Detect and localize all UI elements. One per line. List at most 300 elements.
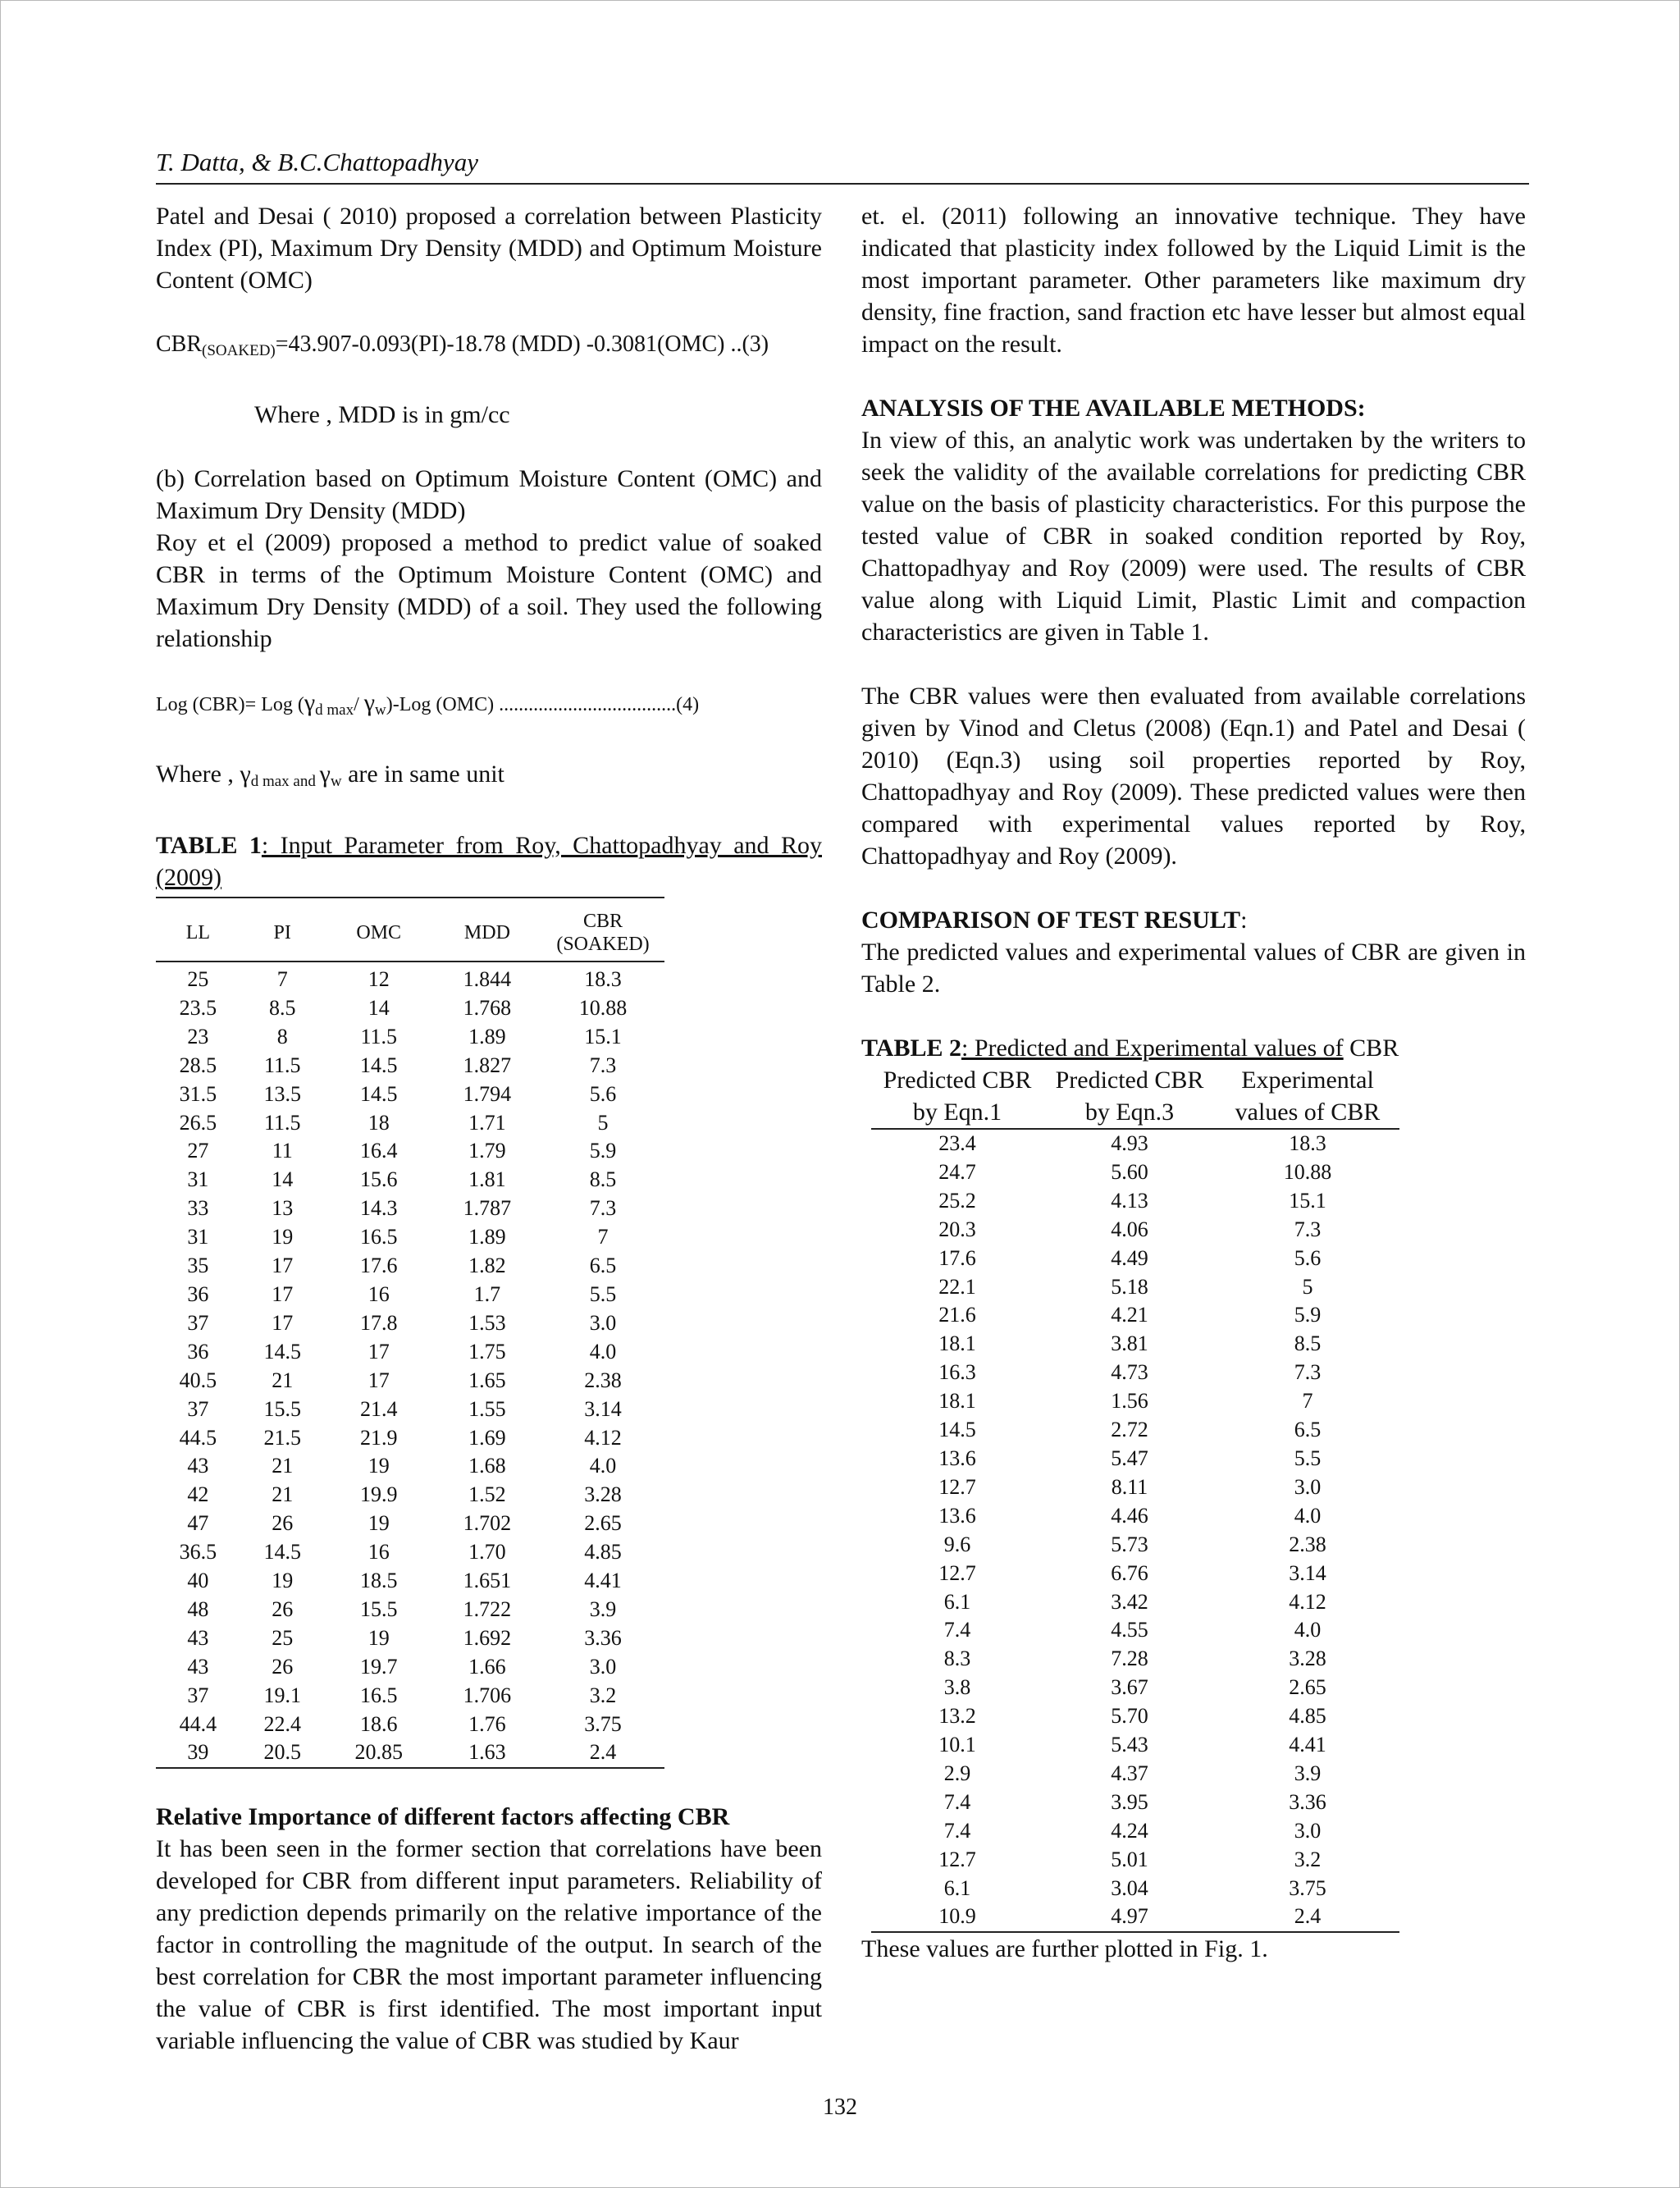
- table1-row: [156, 1194, 664, 1223]
- table1-row: [156, 1109, 664, 1138]
- right-column: [861, 200, 1526, 1965]
- relative-importance-paragraph: It has been seen in the former section that correlations have been developed for CBR from different input parameters. Reliability of any prediction depends primarily on the relative importance of the factor in controlling the magnitude of the output. In search of the best correlation for CBR the most important parameter influencing the value of CBR is first identified. The most important input variable influencing the value of CBR was studied by Kaur: [156, 1835, 822, 2055]
- table-cell: 3.0: [1294, 1818, 1322, 1843]
- table-cell: 14.5: [263, 1339, 301, 1364]
- table2-label: TABLE 2: [861, 1035, 961, 1062]
- table-cell: 3.9: [589, 1596, 617, 1621]
- table-cell: 16.4: [359, 1139, 398, 1163]
- table-cell: 4.21: [1111, 1303, 1148, 1327]
- table-cell: 18.3: [584, 967, 622, 991]
- patel-desai-paragraph: Patel and Desai ( 2010) proposed a correlation between Plasticity Index (PI), Maximum Dry Density (MDD) and Optimum Moisture Content (OMC): [156, 203, 822, 294]
- table-cell: 4.0: [1294, 1618, 1322, 1642]
- table-cell: 10.1: [938, 1733, 976, 1757]
- table-cell: 43: [187, 1654, 209, 1679]
- table2-row: [871, 1817, 1399, 1846]
- table-cell: 19: [272, 1569, 294, 1593]
- table-cell: 1.89: [468, 1225, 506, 1249]
- table-cell: 4.97: [1043, 1903, 1216, 1932]
- table-cell: 6.1: [943, 1589, 971, 1614]
- table-cell: 4.0: [589, 1339, 617, 1364]
- table-cell: 36.5: [179, 1540, 217, 1564]
- table-cell: 36: [187, 1281, 209, 1306]
- table-cell: 1.79: [468, 1139, 506, 1163]
- table-cell: 13: [272, 1196, 294, 1221]
- table2-row: [871, 1616, 1399, 1645]
- roy-paragraph: Roy et el (2009) proposed a method to predict value of soaked CBR in terms of the Optimum Moisture Content (OMC) and Maximum Dry Density (MDD) of a soil. They used the following relationship: [156, 529, 822, 652]
- table-cell: 43: [187, 1454, 209, 1478]
- table-cell: 7: [1302, 1389, 1313, 1414]
- table1-caption: [156, 829, 822, 893]
- table-cell: 39: [156, 1738, 240, 1768]
- table-cell: 17: [272, 1281, 294, 1306]
- kaur-paragraph: et. el. (2011) following an innovative technique. They have indicated that plasticity index followed by the Liquid Limit is the most important parameter. Other parameters like maximum dry density, fine fraction, sand fraction etc have lesser but almost equal impact on the result.: [861, 203, 1526, 358]
- where-gamma-a: Where ,: [156, 761, 240, 788]
- table1-row: [156, 1080, 664, 1109]
- where-gamma-w-symbol: γ: [319, 761, 331, 788]
- table-cell: 4.12: [584, 1425, 622, 1450]
- table2-row: [871, 1531, 1399, 1560]
- table2-row: [871, 1731, 1399, 1760]
- table-cell: 1.702: [463, 1511, 512, 1536]
- table-cell: 2.9: [943, 1761, 971, 1785]
- eq3-subscript: (SOAKED): [202, 342, 276, 359]
- table1-row: [156, 1281, 664, 1309]
- where-gamma-d-symbol: γ: [240, 761, 251, 788]
- relative-importance-heading: Relative Importance of different factors affecting CBR: [156, 1803, 730, 1831]
- table-cell: 13.2: [938, 1704, 976, 1729]
- table-cell: 15.6: [359, 1167, 398, 1192]
- table-cell: 25.2: [938, 1188, 976, 1213]
- table-cell: 3.14: [584, 1396, 622, 1421]
- table-cell: 4.85: [1289, 1704, 1326, 1729]
- table1-row: [156, 1166, 664, 1194]
- table2-caption-tail: CBR: [1343, 1035, 1399, 1062]
- table-cell: 4.24: [1111, 1818, 1148, 1843]
- table1-row: [156, 1624, 664, 1653]
- table-cell: 2.4: [541, 1738, 664, 1768]
- table2-row: [871, 1903, 1399, 1932]
- where-gamma-b: are in same unit: [341, 761, 504, 788]
- table-cell: 17.8: [359, 1310, 398, 1335]
- table-cell: 7.3: [589, 1053, 617, 1077]
- table-cell: 5.47: [1111, 1446, 1148, 1470]
- table2-row: [871, 1588, 1399, 1617]
- table-cell: 11.5: [263, 1110, 301, 1135]
- table-cell: 21: [272, 1454, 294, 1478]
- table-cell: 1.787: [463, 1196, 512, 1221]
- table-cell: 26: [272, 1596, 294, 1621]
- table-cell: 47: [187, 1511, 209, 1536]
- table-cell: 21: [272, 1368, 294, 1392]
- table-cell: 3.14: [1289, 1560, 1326, 1585]
- table-cell: 15.5: [263, 1396, 301, 1421]
- table-cell: 10.88: [578, 995, 628, 1020]
- table-cell: 5.9: [1294, 1303, 1322, 1327]
- table1-row: [156, 1023, 664, 1052]
- table-cell: 3.67: [1111, 1675, 1148, 1700]
- table1-row: [156, 1252, 664, 1281]
- table-cell: 23: [187, 1024, 209, 1048]
- table-cell: 3.0: [589, 1654, 617, 1679]
- table-cell: 11.5: [263, 1053, 301, 1077]
- table-cell: 3.81: [1111, 1332, 1148, 1356]
- table-cell: 31: [187, 1167, 209, 1192]
- table-cell: 6.5: [1294, 1418, 1322, 1442]
- table-cell: 16.3: [938, 1360, 976, 1385]
- table-cell: 18.6: [359, 1711, 398, 1736]
- table1-row: [156, 1738, 664, 1768]
- table-cell: 10.9: [871, 1903, 1043, 1932]
- table2-row: [871, 1330, 1399, 1359]
- table-cell: 26: [272, 1511, 294, 1536]
- table2-row: [871, 1875, 1399, 1903]
- eq4-part-a: Log (CBR)= Log (: [156, 694, 304, 715]
- table-cell: 4.46: [1111, 1503, 1148, 1528]
- table-cell: 5.5: [589, 1281, 617, 1306]
- analysis-heading: ANALYSIS OF THE AVAILABLE METHODS:: [861, 395, 1366, 422]
- table2-caption: [861, 1032, 1526, 1064]
- eq4-sub-d: d max: [315, 701, 354, 719]
- page-number: 132: [823, 2094, 857, 2120]
- table-cell: 40.5: [179, 1368, 217, 1392]
- table-cell: 16.5: [359, 1683, 398, 1707]
- table-cell: 19: [368, 1625, 390, 1650]
- table-cell: 25: [272, 1625, 294, 1650]
- table-cell: 14.5: [359, 1053, 398, 1077]
- table-cell: 15.1: [1289, 1188, 1326, 1213]
- table2-row: [871, 1301, 1399, 1330]
- table-cell: 23.4: [938, 1131, 976, 1155]
- table2-row: [871, 1560, 1399, 1588]
- table-cell: 7.4: [943, 1818, 971, 1843]
- table-cell: 14.5: [359, 1081, 398, 1106]
- table-cell: 3.9: [1294, 1761, 1322, 1785]
- table-cell: 40: [187, 1569, 209, 1593]
- table-cell: 21.5: [263, 1425, 301, 1450]
- table2-row: [871, 1473, 1399, 1502]
- table2-row: [871, 1187, 1399, 1216]
- table-cell: 5.18: [1111, 1274, 1148, 1299]
- table-cell: 1.75: [468, 1339, 506, 1364]
- table1-row: [156, 1395, 664, 1424]
- table-cell: 1.63: [433, 1738, 541, 1768]
- table2-row: [871, 1359, 1399, 1387]
- table-cell: 8.11: [1111, 1474, 1148, 1499]
- eq3-lhs: CBR: [156, 331, 203, 357]
- where-mdd-note: Where , MDD is in gm/cc: [254, 401, 510, 428]
- table2-row: [871, 1445, 1399, 1473]
- table-cell: 6.1: [943, 1875, 971, 1900]
- table-cell: 3.95: [1111, 1789, 1148, 1814]
- table-cell: 44.4: [179, 1711, 217, 1736]
- plotted-note: These values are further plotted in Fig. 1.: [861, 1935, 1268, 1963]
- table1-row: [156, 1653, 664, 1682]
- table-cell: 3.0: [1294, 1474, 1322, 1499]
- left-column: [156, 200, 822, 2057]
- table1-header: LL: [156, 898, 240, 962]
- table-cell: 14.3: [359, 1196, 398, 1221]
- table-cell: 1.66: [468, 1654, 506, 1679]
- table-cell: 1.55: [468, 1396, 506, 1421]
- table-cell: 4.0: [1294, 1503, 1322, 1528]
- table1-row: [156, 1711, 664, 1739]
- table-cell: 5: [1302, 1274, 1313, 1299]
- table-cell: 13.6: [938, 1503, 976, 1528]
- table-cell: 18.5: [359, 1569, 398, 1593]
- table-cell: 15.1: [584, 1024, 622, 1048]
- eq4-part-b: )-Log (OMC) ....................................(4): [386, 694, 700, 715]
- table-cell: 3.2: [589, 1683, 617, 1707]
- comparison-paragraph: The predicted values and experimental values of CBR are given in Table 2.: [861, 939, 1526, 998]
- table-cell: 3.42: [1111, 1589, 1148, 1614]
- equation-4: [156, 687, 822, 726]
- table-cell: 19.1: [263, 1683, 301, 1707]
- table-cell: 11: [272, 1139, 293, 1163]
- table-cell: 6.76: [1111, 1560, 1148, 1585]
- table-cell: 22.1: [938, 1274, 976, 1299]
- table-cell: 16: [368, 1281, 390, 1306]
- table-cell: 7.3: [1294, 1217, 1322, 1241]
- header-rule: [156, 183, 1529, 185]
- table2-row: [871, 1502, 1399, 1531]
- table-cell: 37: [187, 1683, 209, 1707]
- table-cell: 18: [368, 1110, 390, 1135]
- table-cell: 8.3: [943, 1647, 971, 1671]
- table2-row: [871, 1645, 1399, 1674]
- table2-row: [871, 1674, 1399, 1702]
- where-gamma-note: [156, 758, 822, 797]
- comparison-colon: :: [1240, 907, 1248, 934]
- table-cell: 8.5: [1294, 1332, 1322, 1356]
- table-cell: 20.5: [240, 1738, 325, 1768]
- table-cell: 17: [368, 1368, 390, 1392]
- table-cell: 7.4: [943, 1618, 971, 1642]
- table2-row: [871, 1129, 1399, 1158]
- table-cell: 7: [276, 967, 288, 991]
- table-cell: 37: [187, 1396, 209, 1421]
- table-cell: 1.692: [463, 1625, 512, 1650]
- gamma-d-symbol: γ: [304, 689, 316, 716]
- table-cell: 2.65: [584, 1511, 622, 1536]
- table-cell: 1.768: [463, 995, 512, 1020]
- table1-row: [156, 1309, 664, 1338]
- table-cell: 4.41: [1289, 1733, 1326, 1757]
- table2-row: [871, 1846, 1399, 1875]
- table-cell: 21.4: [359, 1396, 398, 1421]
- table-cell: 5.6: [589, 1081, 617, 1106]
- table-cell: 4.0: [589, 1454, 617, 1478]
- table-cell: 11.5: [360, 1024, 397, 1048]
- table-cell: 2.38: [1289, 1532, 1326, 1556]
- table2-body: [871, 1129, 1399, 1932]
- table-cell: 21: [272, 1482, 294, 1507]
- table-2: [871, 1064, 1399, 1933]
- table-cell: 4.37: [1111, 1761, 1148, 1785]
- table1-row: [156, 1452, 664, 1481]
- table-cell: 19: [368, 1511, 390, 1536]
- eq4-slash: /: [354, 694, 364, 715]
- table-cell: 20.85: [325, 1738, 433, 1768]
- table-cell: 2.38: [584, 1368, 622, 1392]
- table-cell: 3.36: [584, 1625, 622, 1650]
- table-cell: 5.9: [589, 1139, 617, 1163]
- table-cell: 48: [187, 1596, 209, 1621]
- table-cell: 7.4: [943, 1789, 971, 1814]
- table1-row: [156, 994, 664, 1023]
- table-cell: 12.7: [938, 1474, 976, 1499]
- table1-row: [156, 1052, 664, 1080]
- table-cell: 35: [187, 1254, 209, 1278]
- table-cell: 12: [368, 967, 390, 991]
- table-cell: 1.76: [468, 1711, 506, 1736]
- table-cell: 5.5: [1294, 1446, 1322, 1470]
- table-cell: 1.71: [468, 1110, 506, 1135]
- table1-row: [156, 1137, 664, 1166]
- table1-row: [156, 1538, 664, 1567]
- table-cell: 8.5: [589, 1167, 617, 1192]
- table-cell: 42: [187, 1482, 209, 1507]
- table2-header: Experimental values of CBR: [1216, 1064, 1399, 1129]
- table1-row: [156, 1596, 664, 1624]
- table-cell: 4.73: [1111, 1360, 1148, 1385]
- table-cell: 25: [187, 967, 209, 991]
- table-cell: 16: [368, 1540, 390, 1564]
- table2-row: [871, 1158, 1399, 1187]
- table2-header-row: [871, 1064, 1399, 1129]
- table-cell: 22.4: [263, 1711, 301, 1736]
- table-cell: 4.55: [1111, 1618, 1148, 1642]
- table2-row: [871, 1273, 1399, 1302]
- table2-row: [871, 1416, 1399, 1445]
- table-cell: 1.68: [468, 1454, 506, 1478]
- table-cell: 9.6: [943, 1532, 971, 1556]
- table-cell: 4.41: [584, 1569, 622, 1593]
- table-cell: 18.1: [938, 1389, 976, 1414]
- table-cell: 1.69: [468, 1425, 506, 1450]
- table1-header-row: [156, 898, 664, 962]
- comparison-heading: [861, 904, 1526, 936]
- table-cell: 3.75: [1289, 1875, 1326, 1900]
- table2-row: [871, 1245, 1399, 1273]
- table-cell: 14.5: [938, 1418, 976, 1442]
- table1-label: TABLE 1: [156, 832, 262, 859]
- table-cell: 16.5: [359, 1225, 398, 1249]
- table1-row: [156, 1682, 664, 1711]
- table-cell: 1.81: [468, 1167, 506, 1192]
- analysis-paragraph: In view of this, an analytic work was undertaken by the writers to seek the validity of the available correlations for predicting CBR value on the basis of plasticity characteristics. For this purpose the tested value of CBR in soaked condition reported by Roy, Chattopadhyay and Roy (2009) were used. The results of CBR value along with Liquid Limit, Plastic Limit and compaction characteristics are given in Table 1.: [861, 427, 1526, 646]
- table-cell: 17.6: [938, 1245, 976, 1270]
- table-cell: 21.9: [359, 1425, 398, 1450]
- table1-header: PI: [240, 898, 325, 962]
- table-cell: 3.28: [1289, 1647, 1326, 1671]
- eq4-sub-w: w: [375, 701, 386, 719]
- table-cell: 12.7: [938, 1560, 976, 1585]
- equation-3: [156, 328, 822, 367]
- table-cell: 1.722: [463, 1596, 512, 1621]
- table-cell: 1.52: [468, 1482, 506, 1507]
- table-cell: 2.4: [1216, 1903, 1399, 1932]
- table-cell: 4.93: [1111, 1131, 1148, 1155]
- table-cell: 1.706: [463, 1683, 512, 1707]
- table-cell: 5.60: [1111, 1159, 1148, 1184]
- table-cell: 37: [187, 1310, 209, 1335]
- table-cell: 13.6: [938, 1446, 976, 1470]
- table2-row: [871, 1788, 1399, 1817]
- table-cell: 14: [368, 995, 390, 1020]
- table1-row: [156, 1567, 664, 1596]
- table-cell: 5.73: [1111, 1532, 1148, 1556]
- table-cell: 1.70: [468, 1540, 506, 1564]
- table-cell: 3.28: [584, 1482, 622, 1507]
- table-cell: 15.5: [359, 1596, 398, 1621]
- section-b-heading: (b) Correlation based on Optimum Moisture Content (OMC) and Maximum Dry Density (MDD): [156, 465, 822, 524]
- table1-row: [156, 1338, 664, 1367]
- table-cell: 7.3: [1294, 1360, 1322, 1385]
- table-cell: 5.43: [1111, 1733, 1148, 1757]
- table1-body: [156, 962, 664, 1768]
- table-cell: 3.04: [1111, 1875, 1148, 1900]
- table-cell: 5.6: [1294, 1245, 1322, 1270]
- gamma-w-symbol: γ: [363, 689, 376, 716]
- table-cell: 1.827: [463, 1053, 512, 1077]
- table-cell: 31: [187, 1225, 209, 1249]
- table-cell: 2.72: [1111, 1418, 1148, 1442]
- table-cell: 17: [272, 1310, 294, 1335]
- table2-header: Predicted CBR by Eqn.1: [871, 1064, 1043, 1129]
- table1-row: [156, 1424, 664, 1453]
- table-cell: 14: [272, 1167, 294, 1192]
- table2-header: Predicted CBR by Eqn.3: [1043, 1064, 1216, 1129]
- table-cell: 13.5: [263, 1081, 301, 1106]
- table-cell: 17: [368, 1339, 390, 1364]
- table1-row: [156, 1367, 664, 1395]
- table-cell: 7.28: [1111, 1647, 1148, 1671]
- table-cell: 18.1: [938, 1332, 976, 1356]
- running-head: T. Datta, & B.C.Chattopadhyay: [156, 148, 478, 176]
- table-cell: 28.5: [179, 1053, 217, 1077]
- table-cell: 19: [368, 1454, 390, 1478]
- table-cell: 1.651: [463, 1569, 512, 1593]
- table-cell: 5.70: [1111, 1704, 1148, 1729]
- table-cell: 19.7: [359, 1654, 398, 1679]
- table-cell: 21.6: [938, 1303, 976, 1327]
- table-cell: 7.3: [589, 1196, 617, 1221]
- eq3-rhs: =43.907-0.093(PI)-18.78 (MDD) -0.3081(OMC) ..(3): [275, 331, 769, 357]
- table-cell: 8: [276, 1024, 288, 1048]
- table-cell: 3.75: [584, 1711, 622, 1736]
- table-cell: 1.65: [468, 1368, 506, 1392]
- table-cell: 26.5: [179, 1110, 217, 1135]
- table-cell: 8.5: [268, 995, 296, 1020]
- table-cell: 36: [187, 1339, 209, 1364]
- table-cell: 10.88: [1283, 1159, 1332, 1184]
- table-cell: 27: [187, 1139, 209, 1163]
- table-cell: 4.06: [1111, 1217, 1148, 1241]
- table-cell: 44.5: [179, 1425, 217, 1450]
- table-cell: 4.13: [1111, 1188, 1148, 1213]
- table-cell: 1.82: [468, 1254, 506, 1278]
- table-cell: 19.9: [359, 1482, 398, 1507]
- table-cell: 19: [272, 1225, 294, 1249]
- table1-header: CBR (SOAKED): [541, 898, 664, 962]
- table-cell: 2.65: [1289, 1675, 1326, 1700]
- table-cell: 7: [597, 1225, 609, 1249]
- table-cell: 33: [187, 1196, 209, 1221]
- table1-caption-text: : Input Parameter from Roy, Chattopadhyay and Roy (2009): [156, 832, 822, 891]
- table-cell: 1.89: [468, 1024, 506, 1048]
- table-cell: 5: [597, 1110, 609, 1135]
- table2-row: [871, 1387, 1399, 1416]
